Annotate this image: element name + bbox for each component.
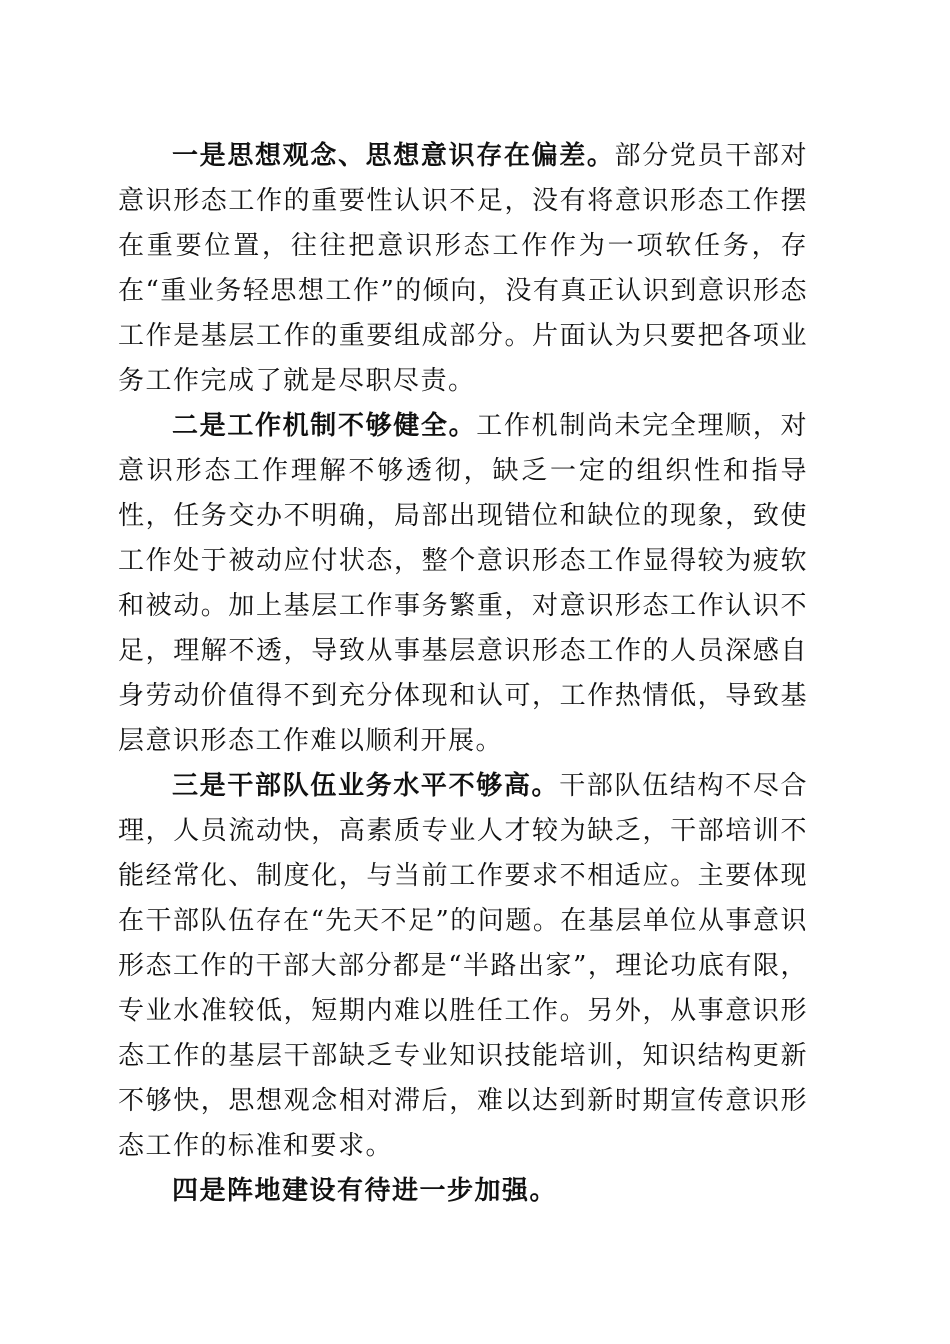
paragraph-1 — [118, 134, 808, 404]
paragraph-4-heading: 四是阵地建设有待进一步加强。 — [172, 1176, 558, 1206]
paragraph-3-body: 干部队伍结构不尽合理，人员流动快，高素质专业人才较为缺乏，干部培训不能经常化、制度化，与当前工作要求不相适应。主要体现在干部队伍存在“先天不足”的问题。在基层单位从事意识形态工作的干部大部分都是“半路出家”，理论功底有限，专业水准较低，短期内难以胜任工作。另外，从事意识形态工作的基层干部缺乏专业知识技能培训，知识结构更新不够快，思想观念相对滞后，难以达到新时期宣传意识形态工作的标准和要求。 — [118, 771, 808, 1161]
paragraph-1-body: 部分党员干部对意识形态工作的重要性认识不足，没有将意识形态工作摆在重要位置，往往把意识形态工作作为一项软任务，存在“重业务轻思想工作”的倾向，没有真正认识到意识形态工作是基层工作的重要组成部分。片面认为只要把各项业务工作完成了就是尽职尽责。 — [118, 141, 808, 396]
paragraph-2-body: 工作机制尚未完全理顺，对意识形态工作理解不够透彻，缺乏一定的组织性和指导性，任务交办不明确，局部出现错位和缺位的现象，致使工作处于被动应付状态，整个意识形态工作显得较为疲软和被动。加上基层工作事务繁重，对意识形态工作认识不足，理解不透，导致从事基层意识形态工作的人员深感自身劳动价值得不到充分体现和认可，工作热情低，导致基层意识形态工作难以顺利开展。 — [118, 411, 808, 756]
paragraph-2-heading: 二是工作机制不够健全。 — [172, 411, 477, 441]
document-page — [118, 134, 808, 1214]
paragraph-3-heading: 三是干部队伍业务水平不够高。 — [172, 771, 560, 801]
paragraph-1-heading: 一是思想观念、思想意识存在偏差。 — [172, 141, 615, 171]
paragraph-3 — [118, 764, 808, 1169]
paragraph-4 — [118, 1169, 808, 1214]
paragraph-2 — [118, 404, 808, 764]
